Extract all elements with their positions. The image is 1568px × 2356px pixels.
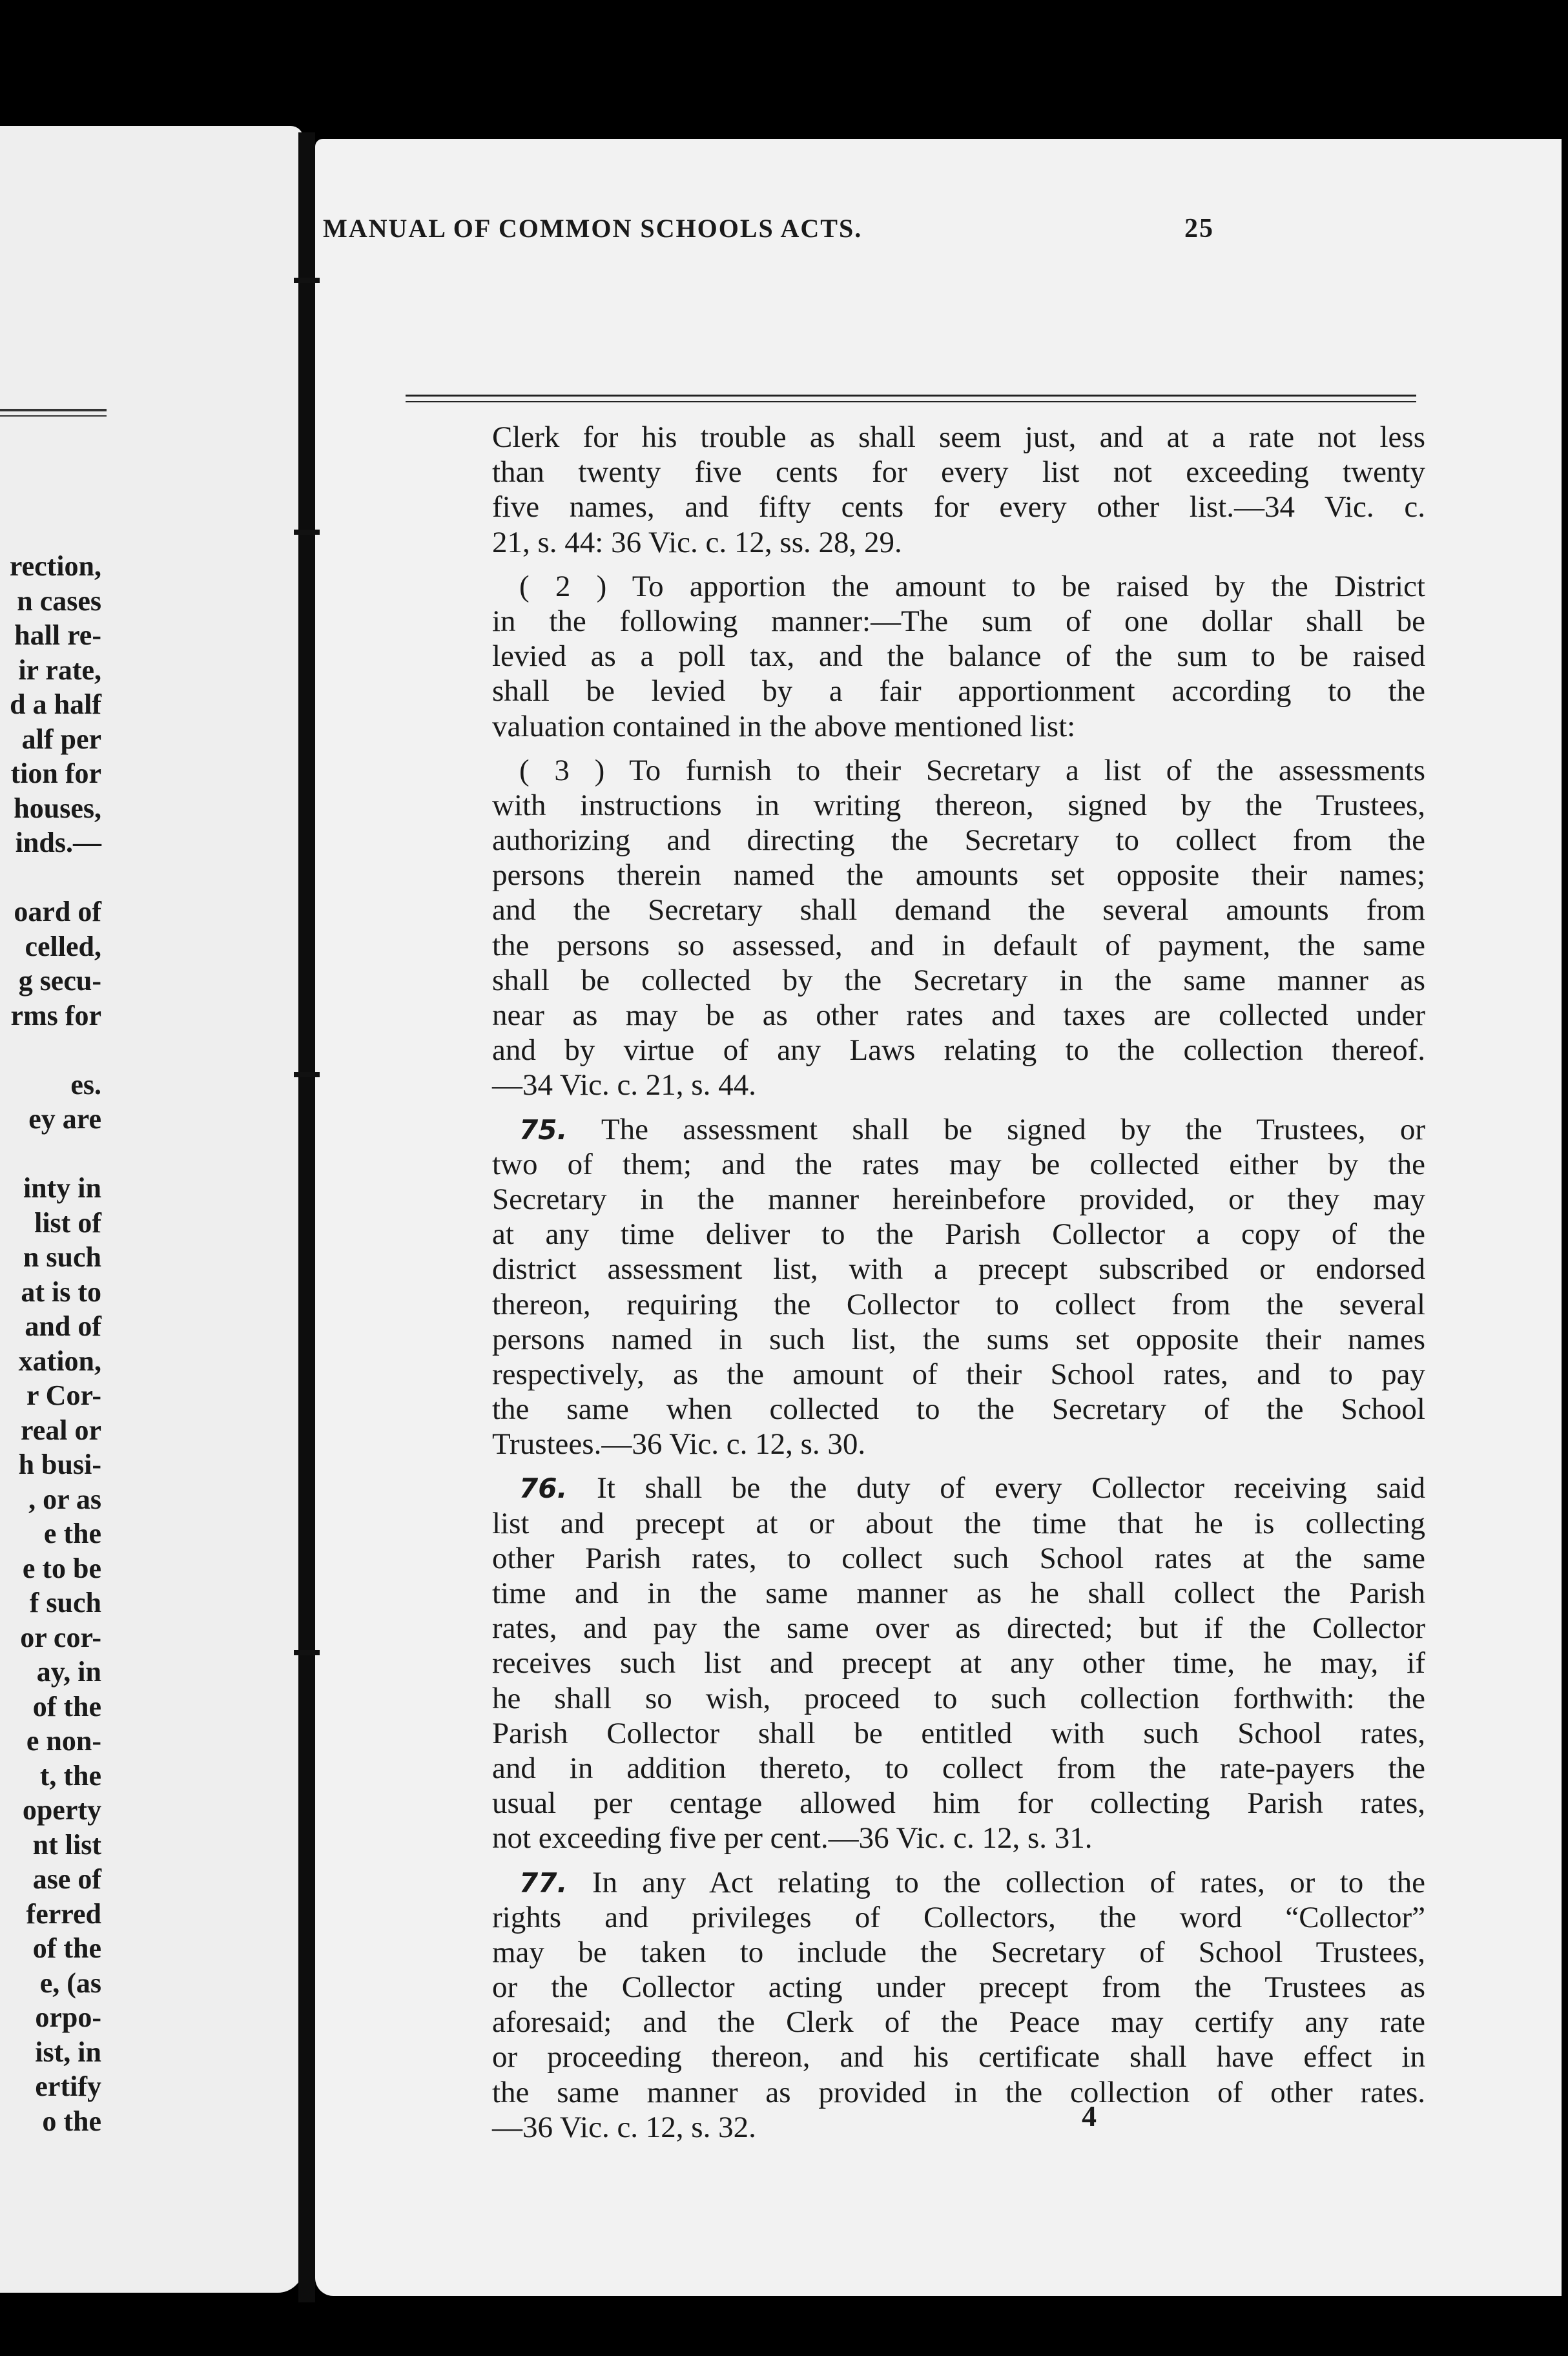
text-line: time and in the same manner as he shall collect the Parish <box>492 1576 1425 1610</box>
left-page-line: e to be <box>22 1552 101 1584</box>
text-line: the same when collected to the Secretary of the School <box>492 1392 1425 1427</box>
signature-mark: 4 <box>1082 2100 1097 2133</box>
section-first-line <box>492 1471 1425 1505</box>
text-line: than twenty five cents for every list not exceeding twenty <box>492 455 1425 490</box>
left-page-line: n cases <box>17 584 101 617</box>
left-page-line: rection, <box>9 550 101 582</box>
binding-stitch <box>294 1650 320 1655</box>
left-page-line: operty <box>22 1794 101 1826</box>
left-page-line: alf per <box>21 723 101 755</box>
text-line: Clerk for his trouble as shall seem just, and at a rate not less <box>492 420 1425 454</box>
left-page-line: at is to <box>21 1276 101 1308</box>
left-page <box>0 126 304 2293</box>
left-page-line: hall re- <box>14 619 101 651</box>
left-page-line: list of <box>34 1206 101 1239</box>
text-line: not exceeding five per cent.—36 Vic. c. 12, s. 31. <box>492 1821 1093 1855</box>
text-line: ( 3 ) To furnish to their Secretary a list of the assessments <box>519 753 1425 787</box>
left-page-line: d a half <box>10 688 101 720</box>
section-first-line <box>492 1865 1425 1900</box>
binding-stitch <box>294 278 320 283</box>
left-page-line: es. <box>70 1068 101 1100</box>
left-page-line: tion for <box>10 758 101 789</box>
section-first-text: The assessment shall be signed by the Trustees, or <box>601 1112 1426 1146</box>
paragraph-continuation <box>492 420 1425 560</box>
text-line: district assessment list, with a precept subscribed or endorsed <box>492 1252 1425 1286</box>
left-page-line: inds.— <box>15 827 101 858</box>
left-page-line: e, (as <box>39 1967 101 1999</box>
text-line: five names, and fifty cents for every other list.—34 Vic. c. <box>492 490 1425 524</box>
left-page-line: ey are <box>28 1103 101 1135</box>
left-page-line: xation, <box>18 1345 101 1377</box>
text-line: the persons so assessed, and in default of payment, the same <box>492 928 1425 962</box>
left-page-line: rms for <box>10 999 101 1031</box>
left-page-line: of the <box>32 1932 101 1964</box>
left-page-line: ist, in <box>35 2036 101 2068</box>
text-line: at any time deliver to the Parish Collector a copy of the <box>492 1217 1425 1252</box>
left-page-line: t, the <box>39 1759 101 1792</box>
left-page-line: o the <box>42 2105 101 2137</box>
left-page-line: ase of <box>32 1863 101 1895</box>
text-line: Secretary in the manner hereinbefore provided, or they may <box>492 1182 1425 1216</box>
text-line: levied as a poll tax, and the balance of the sum to be raised <box>492 639 1425 674</box>
running-title: MANUAL OF COMMON SCHOOLS ACTS. <box>323 214 863 243</box>
left-page-line: of the <box>32 1690 101 1722</box>
text-line: other Parish rates, to collect such School rates at the same <box>492 1541 1425 1575</box>
body-text <box>492 420 1425 2145</box>
text-line: the same manner as provided in the collection of other rates. <box>492 2075 1425 2109</box>
section-number: 76. <box>519 1472 568 1505</box>
left-page-line: ay, in <box>36 1656 101 1688</box>
left-page-line: f such <box>29 1587 101 1618</box>
header-rule <box>406 395 1416 397</box>
text-line: may be taken to include the Secretary of School Trustees, <box>492 1935 1425 1969</box>
left-page-line: inty in <box>23 1172 101 1204</box>
section-first-text: In any Act relating to the collection of rates, or to the <box>592 1865 1426 1899</box>
left-page-rule <box>0 409 107 411</box>
page-number: 25 <box>1184 214 1214 243</box>
left-page-line: real or <box>20 1414 101 1446</box>
text-line: Trustees.—36 Vic. c. 12, s. 30. <box>492 1427 866 1462</box>
text-line: and the Secretary shall demand the several amounts from <box>492 893 1425 927</box>
running-head <box>323 213 1214 244</box>
left-page-line <box>0 1033 107 1068</box>
text-line: usual per centage allowed him for collecting Parish rates, <box>492 1786 1425 1821</box>
left-page-line: ertify <box>35 2071 101 2102</box>
left-page-line: , or as <box>28 1483 101 1515</box>
text-line: —36 Vic. c. 12, s. 32. <box>492 2110 756 2144</box>
paragraph-clause-2 <box>492 569 1425 744</box>
left-page-line: ir rate, <box>18 654 101 686</box>
text-line: or proceeding thereon, and his certificate shall have effect in <box>492 2040 1425 2074</box>
left-page-line: h busi- <box>18 1449 101 1480</box>
text-line: he shall so wish, proceed to such collection forthwith: the <box>492 1681 1425 1715</box>
left-page-line <box>0 860 107 895</box>
text-line: with instructions in writing thereon, signed by the Trustees, <box>492 788 1425 822</box>
left-page-line: houses, <box>14 792 101 824</box>
book-spine <box>298 132 315 2302</box>
text-line: persons named in such list, the sums set opposite their names <box>492 1322 1425 1356</box>
text-line: list and precept at or about the time that he is collecting <box>492 1506 1425 1540</box>
text-line: respectively, as the amount of their School rates, and to pay <box>492 1357 1425 1391</box>
text-line: rates, and pay the same over as directed; but if the Collector <box>492 1611 1425 1646</box>
header-rule <box>406 401 1416 402</box>
text-line: in the following manner:—The sum of one dollar shall be <box>492 604 1425 638</box>
left-page-rule <box>0 415 107 417</box>
section-76 <box>492 1471 1425 1855</box>
left-page-line: nt list <box>32 1828 101 1861</box>
text-line: and by virtue of any Laws relating to the collection thereof. <box>492 1033 1425 1068</box>
text-line: shall be levied by a fair apportionment according to the <box>492 674 1425 708</box>
left-page-line: g secu- <box>18 965 101 997</box>
left-page-line: oard of <box>14 896 101 927</box>
left-page-line: ferred <box>26 1897 101 1930</box>
text-line: thereon, requiring the Collector to collect from the several <box>492 1287 1425 1321</box>
text-line: ( 2 ) To apportion the amount to be raised by the District <box>519 569 1425 603</box>
paragraph-clause-3 <box>492 753 1425 1103</box>
binding-stitch <box>294 530 320 535</box>
text-line: valuation contained in the above mentioned list: <box>492 709 1076 743</box>
text-line: or the Collector acting under precept from the Trustees as <box>492 1970 1425 2005</box>
section-number: 77. <box>519 1866 568 1899</box>
left-page-line <box>0 1137 107 1172</box>
left-page-line: or cor- <box>20 1621 101 1653</box>
text-line: receives such list and precept at any other time, he may, if <box>492 1646 1425 1680</box>
left-page-line: celled, <box>25 930 101 962</box>
section-first-text: It shall be the duty of every Collector receiving said <box>597 1471 1426 1505</box>
text-line: 21, s. 44: 36 Vic. c. 12, ss. 28, 29. <box>492 525 902 559</box>
left-page-line: e the <box>43 1518 101 1549</box>
text-line: aforesaid; and the Clerk of the Peace may certify any rate <box>492 2005 1425 2040</box>
left-page-line: n such <box>23 1241 101 1273</box>
text-line: authorizing and directing the Secretary to collect from the <box>492 823 1425 858</box>
section-first-line <box>492 1112 1425 1147</box>
section-75 <box>492 1112 1425 1462</box>
text-line: persons therein named the amounts set opposite their names; <box>492 858 1425 893</box>
text-line: Parish Collector shall be entitled with such School rates, <box>492 1716 1425 1750</box>
section-number: 75. <box>519 1113 568 1146</box>
text-line: shall be collected by the Secretary in the same manner as <box>492 963 1425 997</box>
left-page-text <box>0 549 107 2138</box>
left-page-line: r Cor- <box>26 1380 101 1411</box>
text-line: near as may be as other rates and taxes are collected under <box>492 998 1425 1032</box>
left-page-line: and of <box>25 1310 101 1342</box>
text-line: —34 Vic. c. 21, s. 44. <box>492 1068 756 1102</box>
binding-stitch <box>294 1072 320 1077</box>
text-line: two of them; and the rates may be collected either by the <box>492 1147 1425 1181</box>
section-77 <box>492 1865 1425 2145</box>
left-page-line: e non- <box>26 1725 101 1757</box>
left-page-line: orpo- <box>35 2001 101 2033</box>
text-line: rights and privileges of Collectors, the word “Collector” <box>492 1900 1425 1934</box>
text-line: and in addition thereto, to collect from the rate-payers the <box>492 1751 1425 1785</box>
